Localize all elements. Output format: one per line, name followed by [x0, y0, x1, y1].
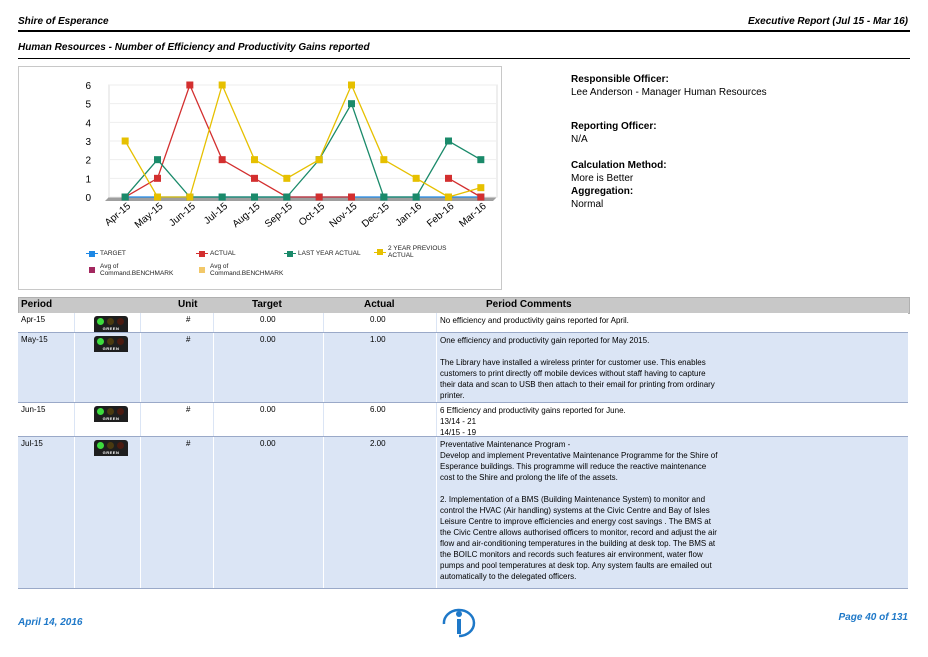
legend-item: ACTUAL: [196, 250, 236, 257]
data-point: [477, 156, 484, 163]
data-point: [445, 138, 452, 145]
col-actual: Actual: [364, 299, 395, 310]
col-unit: Unit: [178, 299, 198, 310]
organisation-logo-icon: [440, 606, 478, 638]
x-tick-label: Jun-15: [167, 200, 198, 229]
data-point: [445, 194, 452, 201]
actual-cell: 1.00: [370, 335, 386, 344]
y-tick-label: 6: [85, 81, 91, 92]
status-light: GREEN: [94, 316, 128, 329]
unit-cell: #: [186, 315, 191, 324]
responsible-value: Lee Anderson - Manager Human Resources: [571, 87, 767, 98]
report-title: Executive Report (Jul 15 - Mar 16): [747, 16, 908, 27]
agg-label: Aggregation:: [571, 186, 634, 197]
legend-item: Avg of Command.BENCHMARK: [196, 263, 290, 277]
period-cell: Apr-15: [21, 315, 46, 324]
x-tick-label: Apr-15: [103, 200, 134, 229]
y-tick-label: 5: [85, 99, 91, 111]
data-point: [380, 156, 387, 163]
x-tick-label: Aug-15: [230, 200, 263, 231]
target-cell: 0.00: [260, 439, 276, 448]
target-cell: 0.00: [260, 315, 276, 324]
data-point: [186, 194, 193, 201]
calculation-method: [571, 160, 667, 184]
reporting-value: N/A: [571, 134, 588, 145]
data-point: [348, 100, 355, 107]
table-row: [18, 437, 908, 589]
green-light-icon: [97, 442, 104, 449]
actual-cell: 2.00: [370, 439, 386, 448]
y-tick-label: 2: [85, 155, 91, 167]
unit-cell: #: [186, 335, 191, 344]
data-point: [283, 194, 290, 201]
agg-value: Normal: [571, 199, 604, 210]
subtitle-rule: [18, 58, 910, 59]
unit-cell: #: [186, 405, 191, 414]
data-point: [316, 156, 323, 163]
period-cell: Jun-15: [21, 405, 46, 414]
y-tick-label: 1: [85, 174, 91, 186]
reporting-label: Reporting Officer:: [571, 121, 657, 132]
header-rule: [18, 30, 910, 32]
status-light: GREEN: [94, 440, 128, 453]
target-cell: 0.00: [260, 335, 276, 344]
data-point: [316, 194, 323, 201]
responsible-officer: [571, 74, 767, 98]
org-name: Shire of Esperance: [18, 16, 109, 27]
calc-value: More is Better: [571, 173, 634, 184]
x-tick-label: Dec-15: [359, 200, 392, 231]
aggregation: [571, 186, 633, 210]
data-point: [154, 194, 161, 201]
green-light-icon: [97, 408, 104, 415]
col-target: Target: [252, 299, 282, 310]
status-light: GREEN: [94, 336, 128, 349]
x-tick-label: May-15: [132, 200, 166, 231]
data-point: [219, 156, 226, 163]
comment-cell: Preventative Maintenance Program - Develop and implement Preventative Maintenance Programme for the Shire of Esperance buildings. This programme will reduce the reactive maintenance cost to the Shire and prolong the life of the assets. 2. Implementation of a BMS (Building Maintenance System) to monitor and control the HVAC (Air handling) systems at the Civic Centre and Bay of Isles Leisure Centre to improve efficiencies and energy cost savings . The BMS at the Civic Centre allows authorised officers to monitor, record and adjust the air flow and air-conditioning temperatures in the building at desk top. The BMS at the BOILC monitors and records such features air environment, water flow pumps and pool temperatures at desk top. Any system faults are emailed out automatically to the delegated officers.: [440, 440, 718, 581]
y-tick-label: 0: [85, 193, 91, 204]
table-row: [18, 313, 908, 333]
data-point: [186, 82, 193, 89]
footer-date: April 14, 2016: [18, 617, 83, 628]
data-point: [122, 194, 129, 201]
data-point: [154, 175, 161, 182]
data-point: [283, 175, 290, 182]
table-header: [18, 297, 910, 314]
x-tick-label: Feb-16: [425, 200, 457, 230]
data-point: [477, 184, 484, 191]
data-point: [219, 194, 226, 201]
comment-cell: 6 Efficiency and productivity gains reported for June. 13/14 - 21 14/15 - 19: [440, 406, 626, 437]
data-point: [219, 82, 226, 89]
unit-cell: #: [186, 439, 191, 448]
page-subtitle: Human Resources - Number of Efficiency and Productivity Gains reported: [18, 42, 370, 53]
x-tick-label: Sep-15: [262, 200, 295, 231]
page-number: Page 40 of 131: [838, 612, 908, 623]
comment-cell: No efficiency and productivity gains reported for April.: [440, 316, 629, 325]
data-point: [445, 175, 452, 182]
data-point: [251, 175, 258, 182]
data-point: [477, 194, 484, 201]
table-row: [18, 333, 908, 403]
data-point: [380, 194, 387, 201]
data-point: [348, 194, 355, 201]
calc-label: Calculation Method:: [571, 160, 667, 171]
table-row: [18, 403, 908, 437]
data-point: [413, 194, 420, 201]
x-tick-label: Oct-15: [297, 200, 328, 229]
x-tick-label: Nov-15: [327, 200, 360, 231]
data-point: [413, 175, 420, 182]
data-point: [251, 194, 258, 201]
data-point: [154, 156, 161, 163]
x-tick-label: Jul-15: [202, 200, 231, 227]
col-period: Period: [21, 299, 53, 310]
period-cell: Jul-15: [21, 439, 43, 448]
comment-cell: One efficiency and productivity gain reported for May 2015. The Library have installed a wireless printer for customer use. This enables customers to print directly off mobile devices without staff having to capture their data and scan to USB then attach to their email for printing from ordinary printer.: [440, 336, 715, 400]
legend-item: LAST YEAR ACTUAL: [284, 250, 361, 257]
y-tick-label: 3: [85, 137, 91, 148]
col-comments: Period Comments: [486, 299, 572, 310]
legend-item: TARGET: [86, 250, 126, 257]
data-point: [348, 82, 355, 89]
legend-item: 2 YEAR PREVIOUS ACTUAL: [374, 245, 458, 259]
x-tick-label: Mar-16: [457, 200, 489, 230]
green-light-icon: [97, 318, 104, 325]
actual-cell: 0.00: [370, 315, 386, 324]
period-cell: May-15: [21, 335, 48, 344]
y-tick-label: 4: [85, 118, 91, 130]
green-light-icon: [97, 338, 104, 345]
target-cell: 0.00: [260, 405, 276, 414]
legend-item: Avg of Command.BENCHMARK: [86, 263, 180, 277]
actual-cell: 6.00: [370, 405, 386, 414]
status-light: GREEN: [94, 406, 128, 419]
reporting-officer: [571, 121, 657, 145]
data-point: [122, 138, 129, 145]
data-point: [251, 156, 258, 163]
responsible-label: Responsible Officer:: [571, 74, 669, 85]
x-tick-label: Jan-16: [393, 200, 425, 229]
